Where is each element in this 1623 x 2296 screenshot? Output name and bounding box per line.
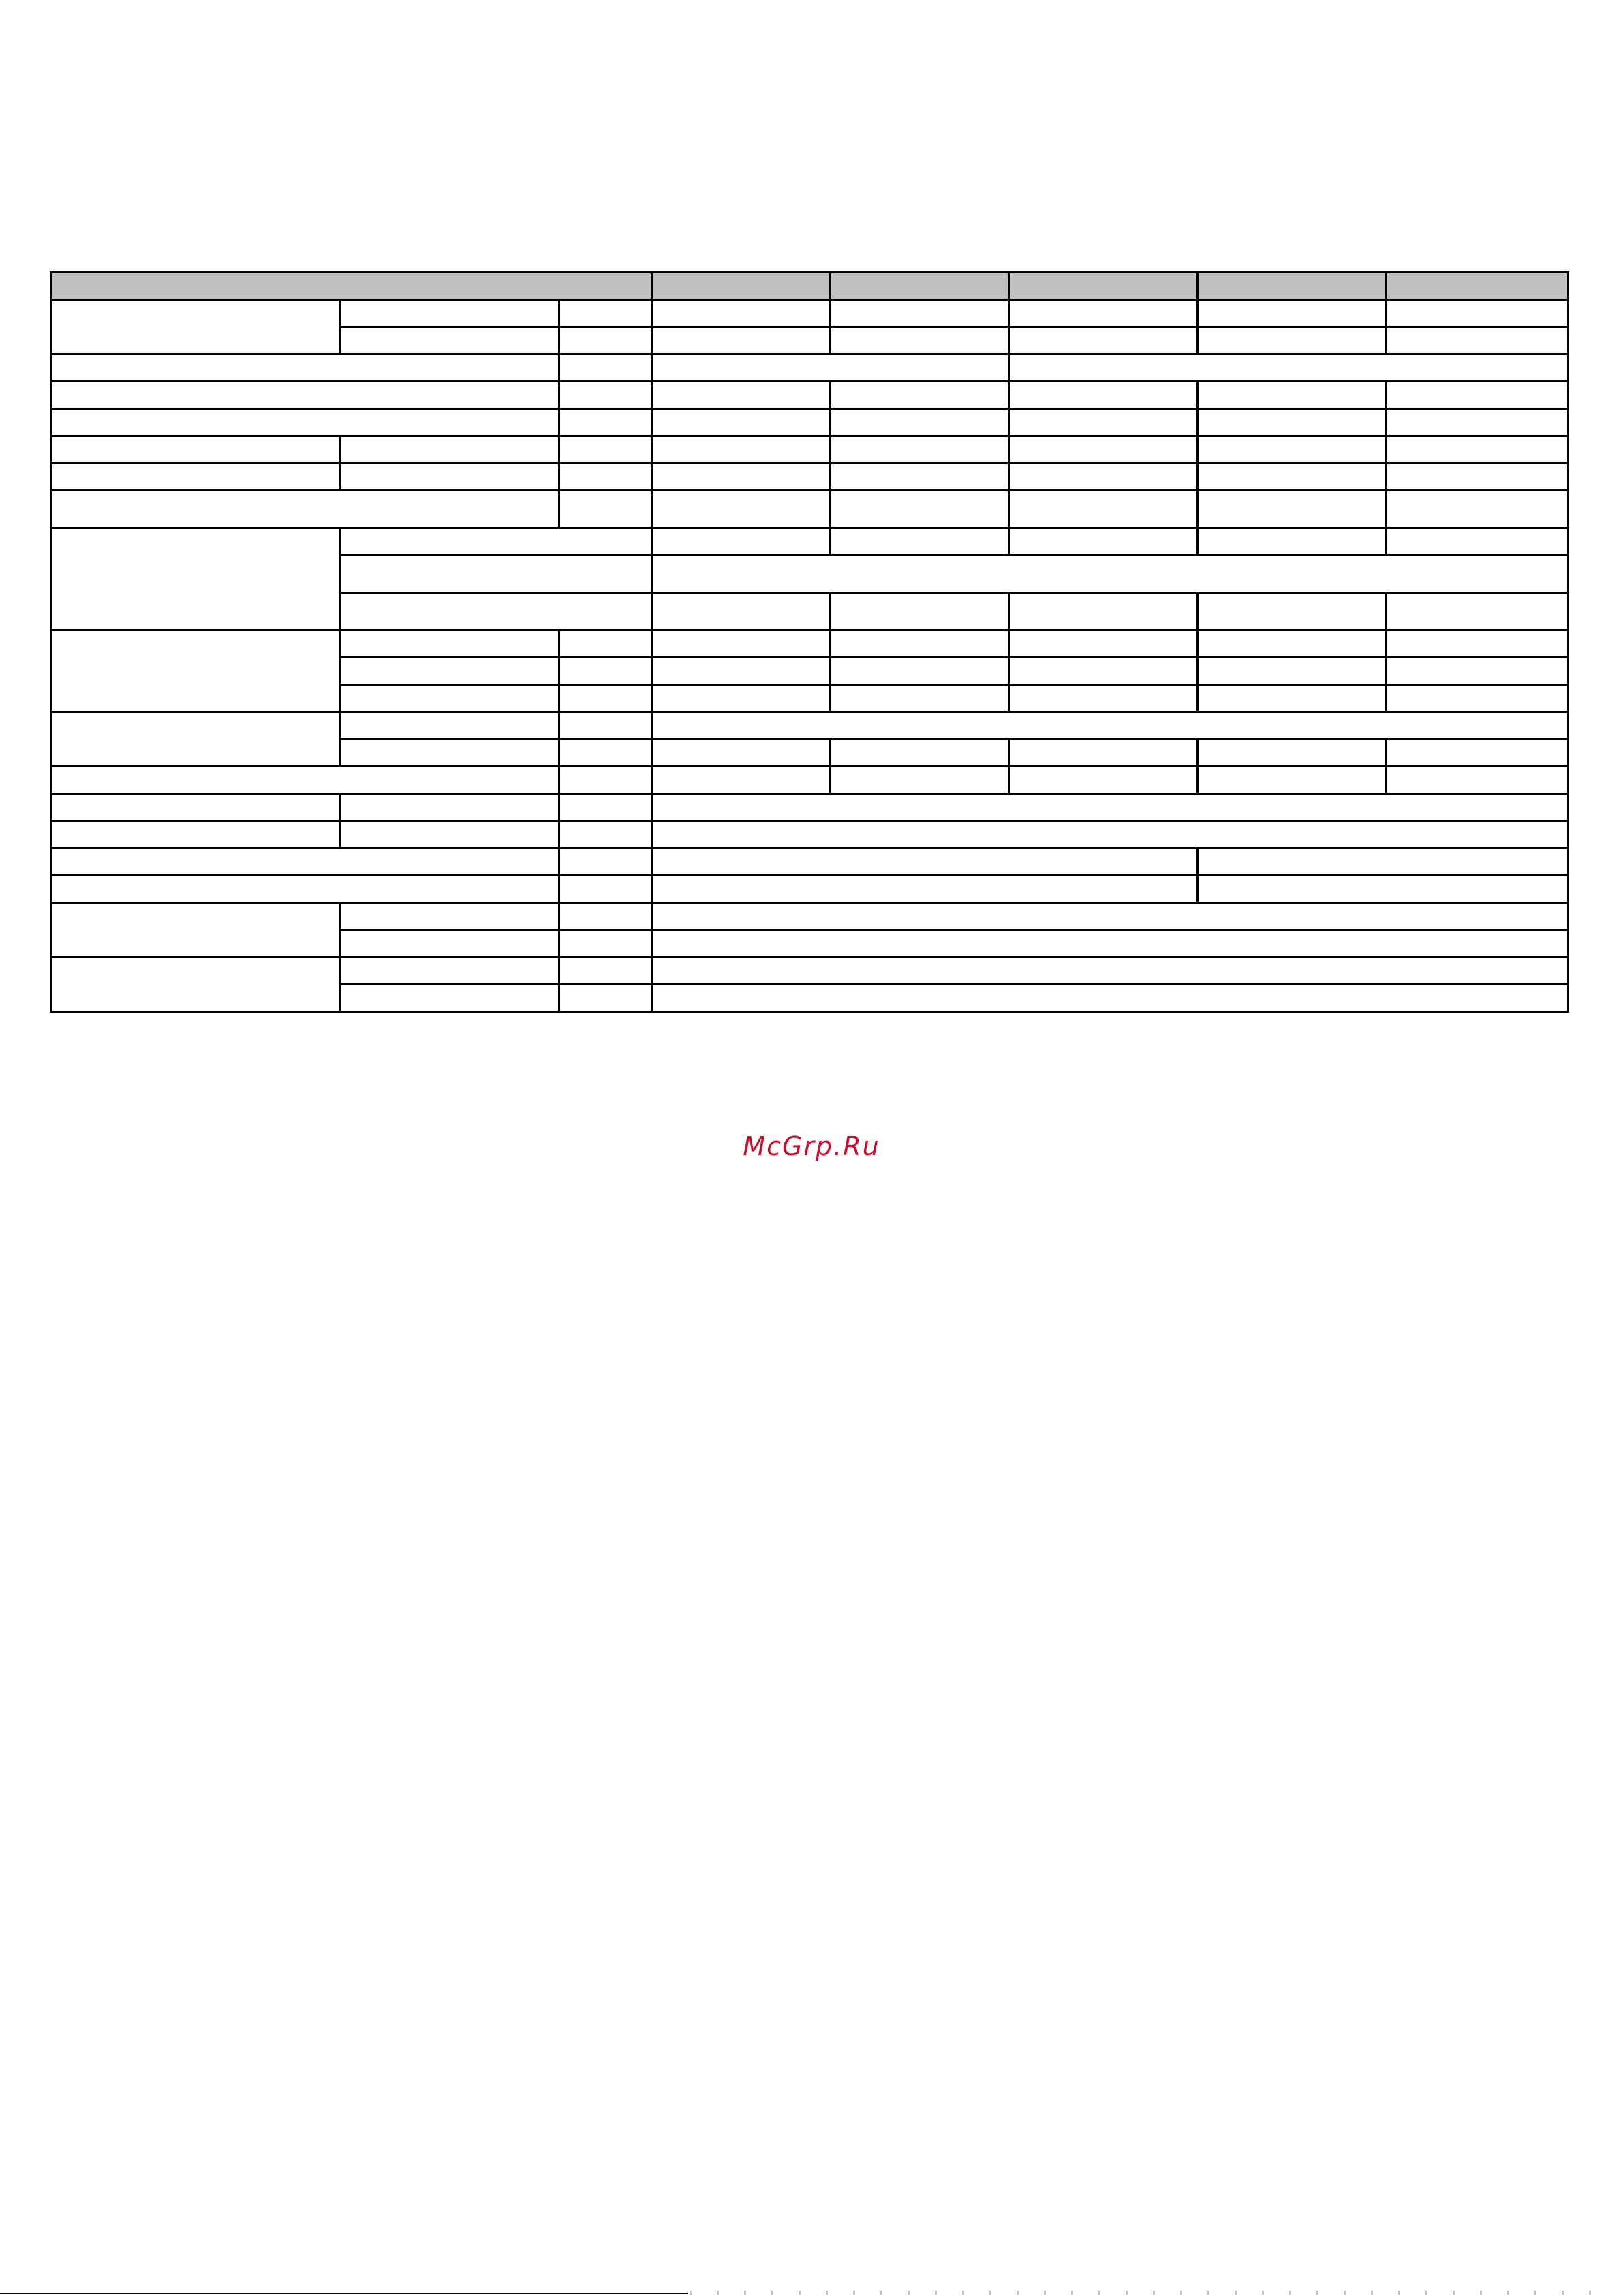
- value-cell: [1198, 658, 1387, 685]
- unit-cell: [559, 821, 652, 848]
- value-cell: [1387, 593, 1568, 630]
- sub-label-cell: [340, 630, 559, 658]
- value-cell: [831, 685, 1009, 712]
- group-label-cell: [51, 712, 340, 767]
- value-cell: [831, 409, 1009, 436]
- value-cell: [831, 528, 1009, 555]
- value-cell: [1009, 593, 1198, 630]
- label-cell: [51, 354, 559, 382]
- value-cell: [652, 712, 1568, 739]
- value-cell: [1009, 658, 1198, 685]
- unit-cell: [559, 848, 652, 876]
- value-cell: [1198, 463, 1387, 491]
- value-cell: [652, 767, 831, 794]
- header-cell: [831, 273, 1009, 300]
- value-cell: [831, 658, 1009, 685]
- value-cell: [1198, 491, 1387, 528]
- sub-label-cell: [340, 821, 559, 848]
- value-cell: [831, 630, 1009, 658]
- table-row: [51, 903, 1568, 930]
- table-row: [51, 409, 1568, 436]
- sub-label-cell: [340, 593, 652, 630]
- unit-cell: [559, 958, 652, 985]
- unit-cell: [559, 327, 652, 354]
- value-cell: [1387, 739, 1568, 767]
- value-cell: [831, 767, 1009, 794]
- label-cell: [51, 409, 559, 436]
- unit-cell: [559, 794, 652, 821]
- table-row: [51, 528, 1568, 555]
- table-row: [51, 794, 1568, 821]
- value-cell: [1387, 436, 1568, 463]
- value-cell: [652, 930, 1568, 958]
- header-cell: [1198, 273, 1387, 300]
- value-cell: [652, 327, 831, 354]
- unit-cell: [559, 767, 652, 794]
- sub-label-cell: [340, 327, 559, 354]
- sub-label-cell: [340, 958, 559, 985]
- value-cell: [1009, 327, 1198, 354]
- value-cell: [652, 382, 831, 409]
- value-cell: [1009, 436, 1198, 463]
- value-cell: [652, 658, 831, 685]
- value-cell: [652, 794, 1568, 821]
- value-cell: [831, 300, 1009, 327]
- header-cell: [1387, 273, 1568, 300]
- value-cell: [1387, 658, 1568, 685]
- sub-label-cell: [340, 555, 652, 593]
- label-cell: [51, 436, 340, 463]
- label-cell: [51, 821, 340, 848]
- table-row: [51, 463, 1568, 491]
- value-cell: [652, 958, 1568, 985]
- value-cell: [1387, 327, 1568, 354]
- value-cell: [1387, 491, 1568, 528]
- table-row: [51, 491, 1568, 528]
- sub-label-cell: [340, 436, 559, 463]
- table-row: [51, 630, 1568, 658]
- table-row: [51, 382, 1568, 409]
- value-cell: [1009, 767, 1198, 794]
- value-cell: [1387, 463, 1568, 491]
- unit-cell: [559, 436, 652, 463]
- value-cell: [1387, 409, 1568, 436]
- watermark[interactable]: McGrp.Ru: [743, 1131, 880, 1161]
- value-cell: [1009, 685, 1198, 712]
- spec-table: [50, 271, 1569, 1013]
- sub-label-cell: [340, 685, 559, 712]
- group-label-cell: [51, 903, 340, 958]
- table-header-row: [51, 273, 1568, 300]
- value-cell: [1009, 409, 1198, 436]
- value-cell: [1198, 436, 1387, 463]
- value-cell: [1198, 767, 1387, 794]
- unit-cell: [559, 685, 652, 712]
- table-row: [51, 958, 1568, 985]
- value-cell: [652, 685, 831, 712]
- label-cell: [51, 876, 559, 903]
- unit-cell: [559, 985, 652, 1012]
- group-label-cell: [51, 528, 340, 630]
- value-cell: [1198, 409, 1387, 436]
- value-cell: [1198, 848, 1568, 876]
- value-cell: [652, 528, 831, 555]
- value-cell: [1198, 593, 1387, 630]
- group-label-cell: [51, 630, 340, 712]
- value-cell: [652, 739, 831, 767]
- value-cell: [1009, 382, 1198, 409]
- unit-cell: [559, 300, 652, 327]
- table-row: [51, 436, 1568, 463]
- value-cell: [1198, 528, 1387, 555]
- unit-cell: [559, 354, 652, 382]
- value-cell: [652, 354, 1009, 382]
- value-cell: [1387, 382, 1568, 409]
- value-cell: [652, 555, 1568, 593]
- table-row: [51, 876, 1568, 903]
- table-row: [51, 354, 1568, 382]
- value-cell: [831, 463, 1009, 491]
- value-cell: [1198, 739, 1387, 767]
- value-cell: [831, 593, 1009, 630]
- value-cell: [652, 876, 1198, 903]
- value-cell: [652, 300, 831, 327]
- value-cell: [1198, 685, 1387, 712]
- unit-cell: [559, 903, 652, 930]
- value-cell: [1009, 630, 1198, 658]
- value-cell: [1198, 300, 1387, 327]
- value-cell: [1198, 876, 1568, 903]
- sub-label-cell: [340, 712, 559, 739]
- unit-cell: [559, 463, 652, 491]
- table-row: [51, 821, 1568, 848]
- label-cell: [51, 848, 559, 876]
- header-cell: [51, 273, 652, 300]
- value-cell: [1387, 767, 1568, 794]
- label-cell: [51, 463, 340, 491]
- label-cell: [51, 382, 559, 409]
- value-cell: [1387, 300, 1568, 327]
- sub-label-cell: [340, 794, 559, 821]
- unit-cell: [559, 630, 652, 658]
- unit-cell: [559, 930, 652, 958]
- sub-label-cell: [340, 463, 559, 491]
- value-cell: [1387, 685, 1568, 712]
- label-cell: [51, 491, 559, 528]
- value-cell: [1387, 630, 1568, 658]
- value-cell: [652, 593, 831, 630]
- unit-cell: [559, 739, 652, 767]
- sub-label-cell: [340, 658, 559, 685]
- value-cell: [1198, 327, 1387, 354]
- header-cell: [1009, 273, 1198, 300]
- value-cell: [831, 739, 1009, 767]
- unit-cell: [559, 491, 652, 528]
- value-cell: [1009, 739, 1198, 767]
- sub-label-cell: [340, 739, 559, 767]
- value-cell: [831, 436, 1009, 463]
- header-cell: [652, 273, 831, 300]
- value-cell: [831, 327, 1009, 354]
- value-cell: [652, 848, 1198, 876]
- sub-label-cell: [340, 930, 559, 958]
- value-cell: [1198, 382, 1387, 409]
- value-cell: [1009, 528, 1198, 555]
- value-cell: [652, 409, 831, 436]
- value-cell: [831, 491, 1009, 528]
- value-cell: [1198, 630, 1387, 658]
- unit-cell: [559, 382, 652, 409]
- value-cell: [831, 382, 1009, 409]
- unit-cell: [559, 658, 652, 685]
- sub-label-cell: [340, 903, 559, 930]
- footer-rule: [0, 2293, 688, 2294]
- table-row: [51, 767, 1568, 794]
- table-row: [51, 300, 1568, 327]
- value-cell: [1009, 463, 1198, 491]
- unit-cell: [559, 712, 652, 739]
- sub-label-cell: [340, 300, 559, 327]
- table-row: [51, 712, 1568, 739]
- group-label-cell: [51, 958, 340, 1012]
- value-cell: [1009, 300, 1198, 327]
- value-cell: [1387, 528, 1568, 555]
- value-cell: [1009, 491, 1198, 528]
- value-cell: [652, 491, 831, 528]
- value-cell: [652, 436, 831, 463]
- unit-cell: [559, 409, 652, 436]
- value-cell: [652, 985, 1568, 1012]
- sub-label-cell: [340, 985, 559, 1012]
- value-cell: [1009, 354, 1568, 382]
- unit-cell: [559, 876, 652, 903]
- sub-label-cell: [340, 528, 652, 555]
- group-label-cell: [51, 300, 340, 354]
- label-cell: [51, 767, 559, 794]
- footer-noise: [690, 2291, 1616, 2295]
- value-cell: [652, 630, 831, 658]
- value-cell: [652, 903, 1568, 930]
- value-cell: [652, 821, 1568, 848]
- table-row: [51, 848, 1568, 876]
- label-cell: [51, 794, 340, 821]
- value-cell: [652, 463, 831, 491]
